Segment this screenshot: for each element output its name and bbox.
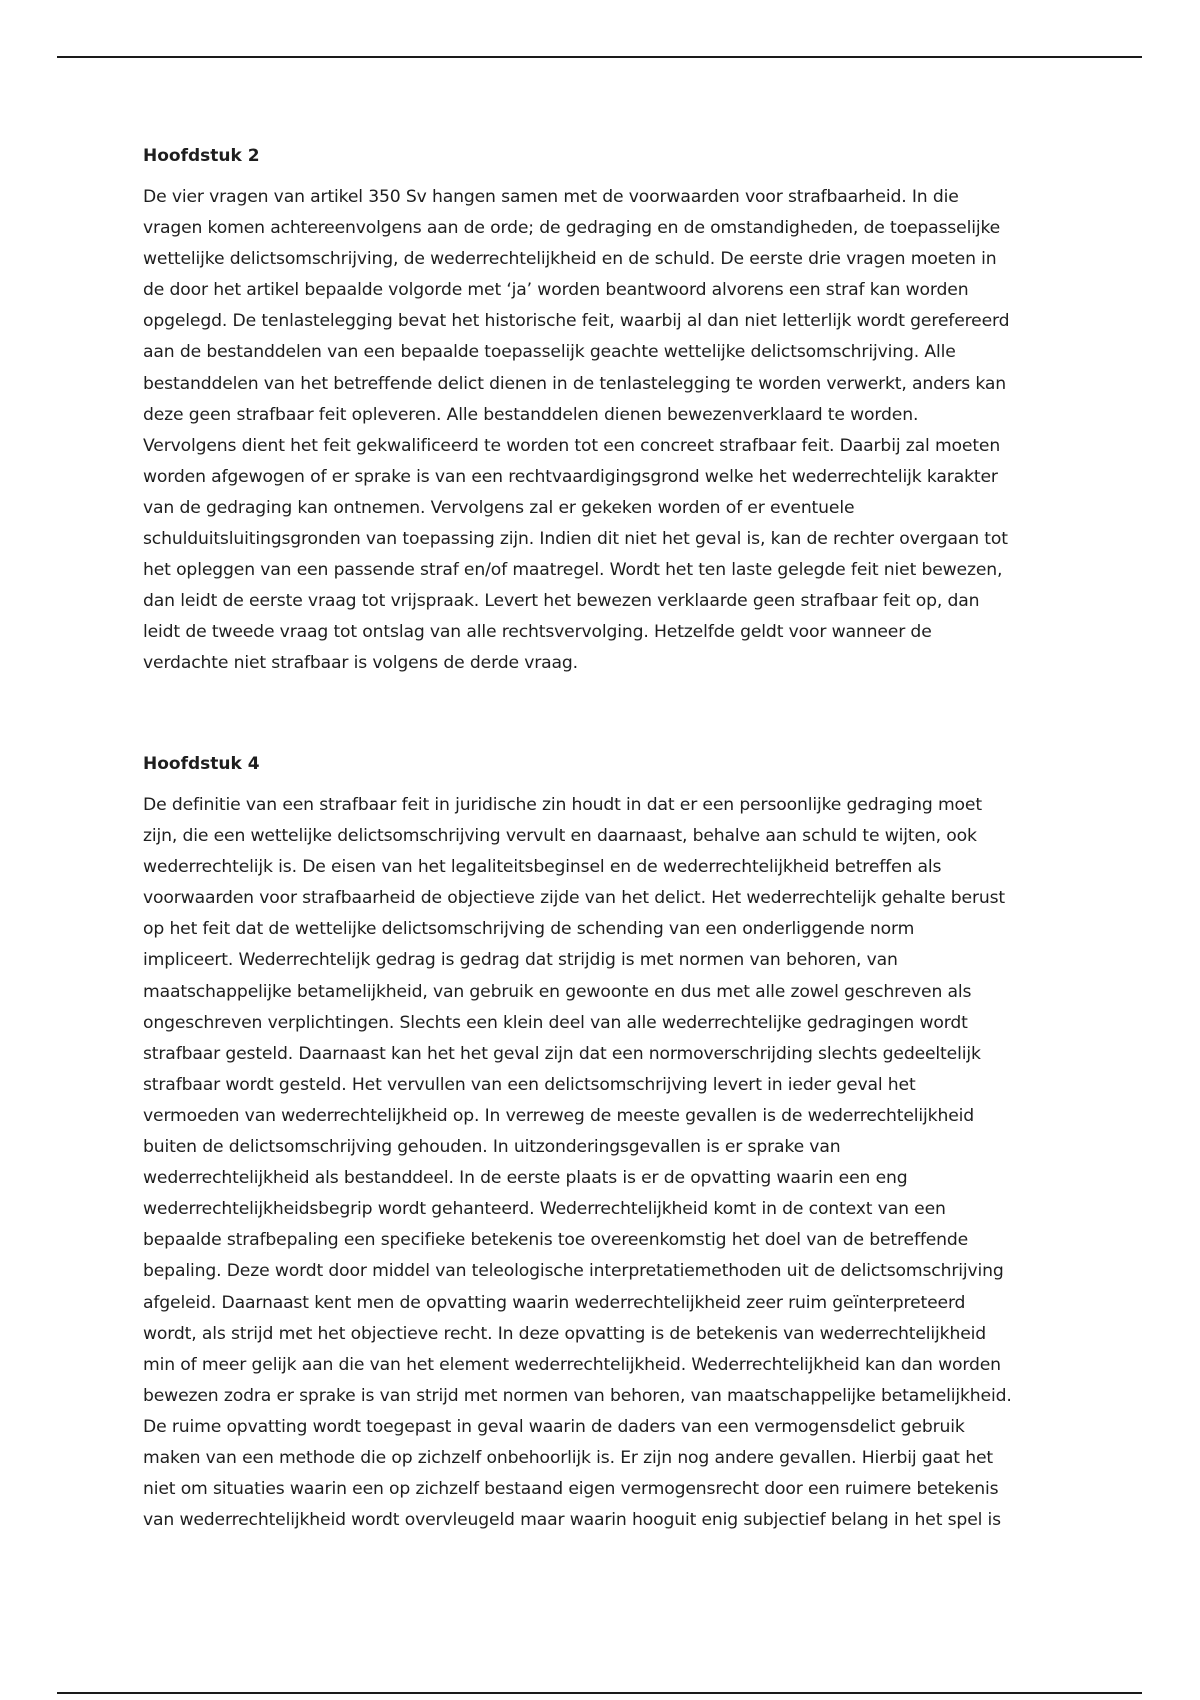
paragraph-line: aan de bestanddelen van een bepaalde toepasselijk geachte wettelijke delictsomschrijving. Alle	[143, 342, 956, 363]
paragraph-line: wederrechtelijkheid als bestanddeel. In de eerste plaats is er de opvatting waarin een eng	[143, 1168, 908, 1189]
paragraph-line: verdachte niet strafbaar is volgens de derde vraag.	[143, 653, 578, 674]
paragraph-line: niet om situaties waarin een op zichzelf bestaand eigen vermogensrecht door een ruimere betekenis	[143, 1479, 999, 1500]
paragraph-line: van de gedraging kan ontnemen. Vervolgens zal er gekeken worden of er eventuele	[143, 497, 855, 518]
paragraph-line: maatschappelijke betamelijkheid, van gebruik en gewoonte en dus met alle zowel geschreven als	[143, 981, 972, 1002]
paragraph-line: min of meer gelijk aan die van het element wederrechtelijkheid. Wederrechtelijkheid kan dan worden	[143, 1354, 1001, 1375]
paragraph-line: ongeschreven verplichtingen. Slechts een klein deel van alle wederrechtelijke gedragingen wordt	[143, 1012, 968, 1033]
paragraph-line: afgeleid. Daarnaast kent men de opvatting waarin wederrechtelijkheid zeer ruim geïnterpreteerd	[143, 1292, 966, 1313]
footer-rule	[57, 1692, 1142, 1694]
paragraph-line: De ruime opvatting wordt toegepast in geval waarin de daders van een vermogensdelict gebruik	[143, 1416, 965, 1437]
section-hoofdstuk-2	[143, 140, 1073, 680]
paragraph-line: schulduitsluitingsgronden van toepassing zijn. Indien dit niet het geval is, kan de rechter overgaan tot	[143, 529, 1008, 550]
header-rule	[57, 56, 1142, 58]
paragraph-line: strafbaar wordt gesteld. Het vervullen van een delictsomschrijving levert in ieder geval het	[143, 1074, 916, 1095]
paragraph-line: impliceert. Wederrechtelijk gedrag is gedrag dat strijdig is met normen van behoren, van	[143, 950, 898, 971]
paragraph-line: De vier vragen van artikel 350 Sv hangen samen met de voorwaarden voor strafbaarheid. In die	[143, 187, 959, 207]
paragraph-line: bewezen zodra er sprake is van strijd met normen van behoren, van maatschappelijke betamelijkheid.	[143, 1385, 1012, 1406]
paragraph-line: maken van een methode die op zichzelf onbehoorlijk is. Er zijn nog andere gevallen. Hierbij gaat het	[143, 1447, 993, 1468]
paragraph-line: het opleggen van een passende straf en/of maatregel. Wordt het ten laste gelegde feit niet bewezen,	[143, 560, 1003, 581]
paragraph-line: Vervolgens dient het feit gekwalificeerd te worden tot een concreet strafbaar feit. Daarbij zal moeten	[143, 435, 1001, 456]
paragraph-line: vragen komen achtereenvolgens aan de orde; de gedraging en de omstandigheden, de toepasselijke	[143, 218, 1001, 239]
paragraph-line: deze geen strafbaar feit opleveren. Alle bestanddelen dienen bewezenverklaard te worden.	[143, 404, 919, 425]
paragraph-line: dan leidt de eerste vraag tot vrijspraak. Levert het bewezen verklaarde geen strafbaar feit op, dan	[143, 591, 980, 612]
paragraph-line: wederrechtelijkheidsbegrip wordt gehanteerd. Wederrechtelijkheid komt in de context van een	[143, 1199, 946, 1220]
paragraph-line: voorwaarden voor strafbaarheid de objectieve zijde van het delict. Het wederrechtelijk gehalte berust	[143, 888, 1005, 909]
document-body	[143, 140, 1073, 1531]
paragraph-line: zijn, die een wettelijke delictsomschrijving vervult en daarnaast, behalve aan schuld te wijten, ook	[143, 826, 977, 847]
paragraph-line: bepaalde strafbepaling een specifieke betekenis toe overeenkomstig het doel van de betreffende	[143, 1230, 969, 1251]
paragraph-line: De definitie van een strafbaar feit in juridische zin houdt in dat er een persoonlijke gedraging moet	[143, 795, 982, 815]
section-hoofdstuk-4	[143, 748, 1073, 1536]
paragraph-line: bepaling. Deze wordt door middel van teleologische interpretatiemethoden uit de delictsomschrijving	[143, 1261, 1004, 1282]
paragraph-line: vermoeden van wederrechtelijkheid op. In verreweg de meeste gevallen is de wederrechtelijkheid	[143, 1105, 975, 1126]
paragraph-line: opgelegd. De tenlastelegging bevat het historische feit, waarbij al dan niet letterlijk wordt gerefereerd	[143, 311, 1010, 332]
paragraph-line: wordt, als strijd met het objectieve recht. In deze opvatting is de betekenis van wederrechtelijkheid	[143, 1323, 987, 1344]
paragraph-line: bestanddelen van het betreffende delict dienen in de tenlastelegging te worden verwerkt, anders kan	[143, 373, 1006, 394]
section-paragraph	[143, 790, 1073, 1536]
paragraph-line: op het feit dat de wettelijke delictsomschrijving de schending van een onderliggende norm	[143, 919, 915, 940]
paragraph-line: worden afgewogen of er sprake is van een rechtvaardigingsgrond welke het wederrechtelijk karakter	[143, 466, 998, 487]
paragraph-line: leidt de tweede vraag tot ontslag van alle rechtsvervolging. Hetzelfde geldt voor wanneer de	[143, 622, 932, 643]
paragraph-line: buiten de delictsomschrijving gehouden. In uitzonderingsgevallen is er sprake van	[143, 1137, 841, 1158]
paragraph-line: wettelijke delictsomschrijving, de wederrechtelijkheid en de schuld. De eerste drie vragen moeten in	[143, 249, 997, 270]
section-heading: Hoofdstuk 2	[143, 146, 260, 166]
section-heading: Hoofdstuk 4	[143, 754, 260, 774]
paragraph-line: de door het artikel bepaalde volgorde met ‘ja’ worden beantwoord alvorens een straf kan worden	[143, 280, 969, 301]
section-paragraph	[143, 182, 1073, 680]
paragraph-line: wederrechtelijk is. De eisen van het legaliteitsbeginsel en de wederrechtelijkheid betreffen als	[143, 857, 942, 878]
paragraph-line: van wederrechtelijkheid wordt overvleugeld maar waarin hooguit enig subjectief belang in het spel is	[143, 1510, 1001, 1531]
paragraph-line: strafbaar gesteld. Daarnaast kan het het geval zijn dat een normoverschrijding slechts gedeeltelijk	[143, 1043, 981, 1064]
